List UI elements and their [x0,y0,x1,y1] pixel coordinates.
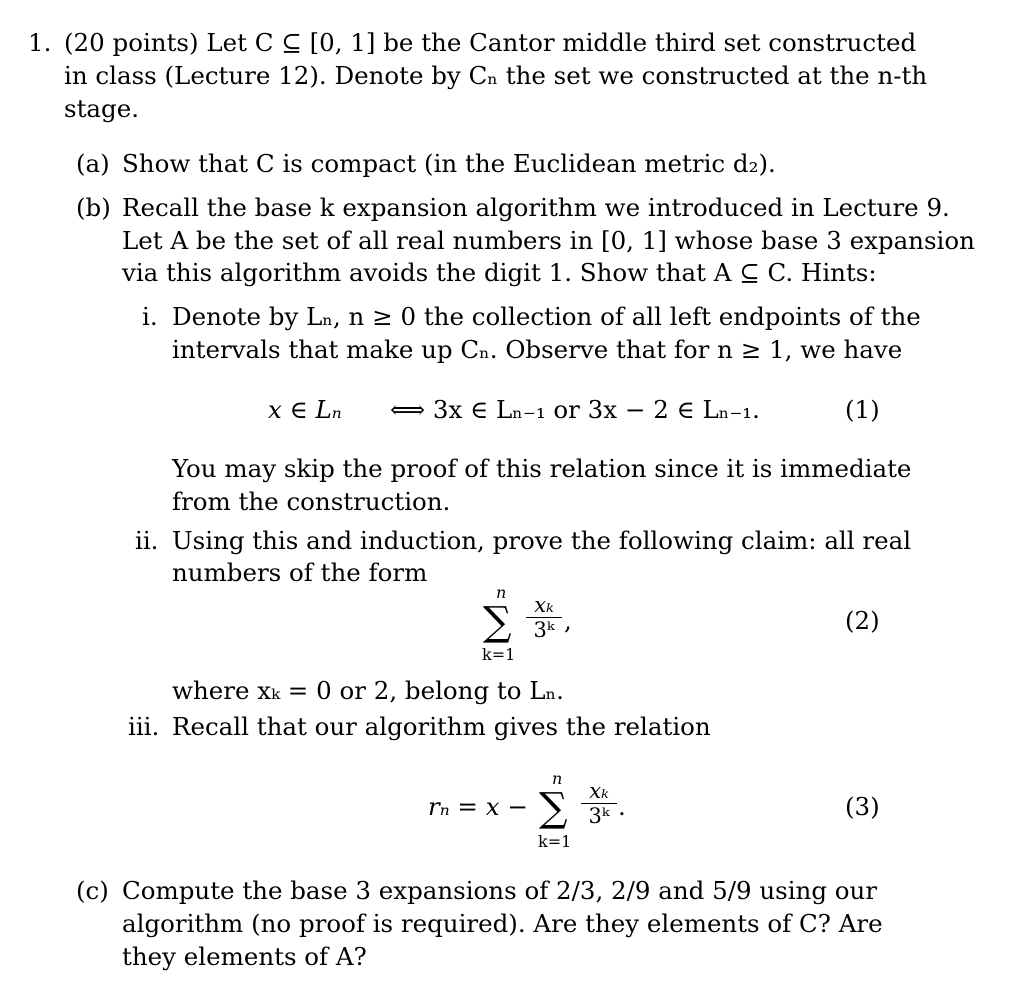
hint-i-after1: You may skip the proof of this relation since it is immediate [172,454,912,483]
hint-ii-after: where xₖ = 0 or 2, belong to Lₙ. [172,676,564,705]
hint-iii-label: iii. [128,712,160,741]
hint-ii-line2: numbers of the form [172,558,428,587]
hint-i-line1: Denote by Lₙ, n ≥ 0 the collection of all left endpoints of the [172,302,921,331]
part-b-line3: via this algorithm avoids the digit 1. Show that A ⊆ C. Hints: [122,258,877,287]
problem-intro-line1: (20 points) Let C ⊆ [0, 1] be the Cantor middle third set constructed [64,28,917,57]
sum-3-sigma: ∑ [539,785,568,831]
fraction-2-denominator: 3ᵏ [533,618,555,642]
hint-i-label: i. [142,302,158,331]
sum-3-upper: n [552,769,563,788]
part-c-line2: algorithm (no proof is required). Are they elements of C? Are [122,909,883,938]
equation-1-number: (1) [845,395,880,424]
equation-3-trail: . [618,792,626,821]
fraction-2 [526,594,562,641]
sum-2-sigma: ∑ [483,599,512,645]
problem-intro-line2: in class (Lecture 12). Denote by Cₙ the set we constructed at the n-th [64,61,928,90]
hint-ii-line1: Using this and induction, prove the following claim: all real [172,526,912,555]
part-b-line1: Recall the base k expansion algorithm we introduced in Lecture 9. [122,193,950,222]
fraction-2-numerator: xₖ [534,593,554,617]
equation-1-right: ⟺ 3x ∈ Lₙ₋₁ or 3x − 2 ∈ Lₙ₋₁. [390,395,760,424]
fraction-3 [581,780,617,827]
fraction-3-numerator: xₖ [589,779,609,803]
sum-2-lower: k=1 [482,645,516,664]
part-a-text: Show that C is compact (in the Euclidean metric d₂). [122,149,776,178]
hint-i-after2: from the construction. [172,487,451,516]
equation-3-lhs: rₙ = x − [428,792,528,821]
hint-ii-label: ii. [135,526,159,555]
part-a-label: (a) [76,149,110,178]
part-b-label: (b) [76,193,111,222]
equation-2-trail: , [564,606,572,635]
sum-3-lower: k=1 [538,832,572,851]
part-c-line1: Compute the base 3 expansions of 2/3, 2/9 and 5/9 using our [122,876,878,905]
hint-iii-line1: Recall that our algorithm gives the relation [172,712,711,741]
problem-number: 1. [28,28,52,57]
part-c-line3: they elements of A? [122,942,367,971]
hint-i-line2: intervals that make up Cₙ. Observe that for n ≥ 1, we have [172,335,903,364]
sum-2-upper: n [496,583,507,602]
part-c-label: (c) [76,876,109,905]
equation-2-number: (2) [845,606,880,635]
equation-1-left: x ∈ Lₙ [268,395,342,424]
fraction-3-denominator: 3ᵏ [588,804,610,828]
problem-intro-line3: stage. [64,94,139,123]
part-b-line2: Let A be the set of all real numbers in [0, 1] whose base 3 expansion [122,226,975,255]
equation-3-number: (3) [845,792,880,821]
